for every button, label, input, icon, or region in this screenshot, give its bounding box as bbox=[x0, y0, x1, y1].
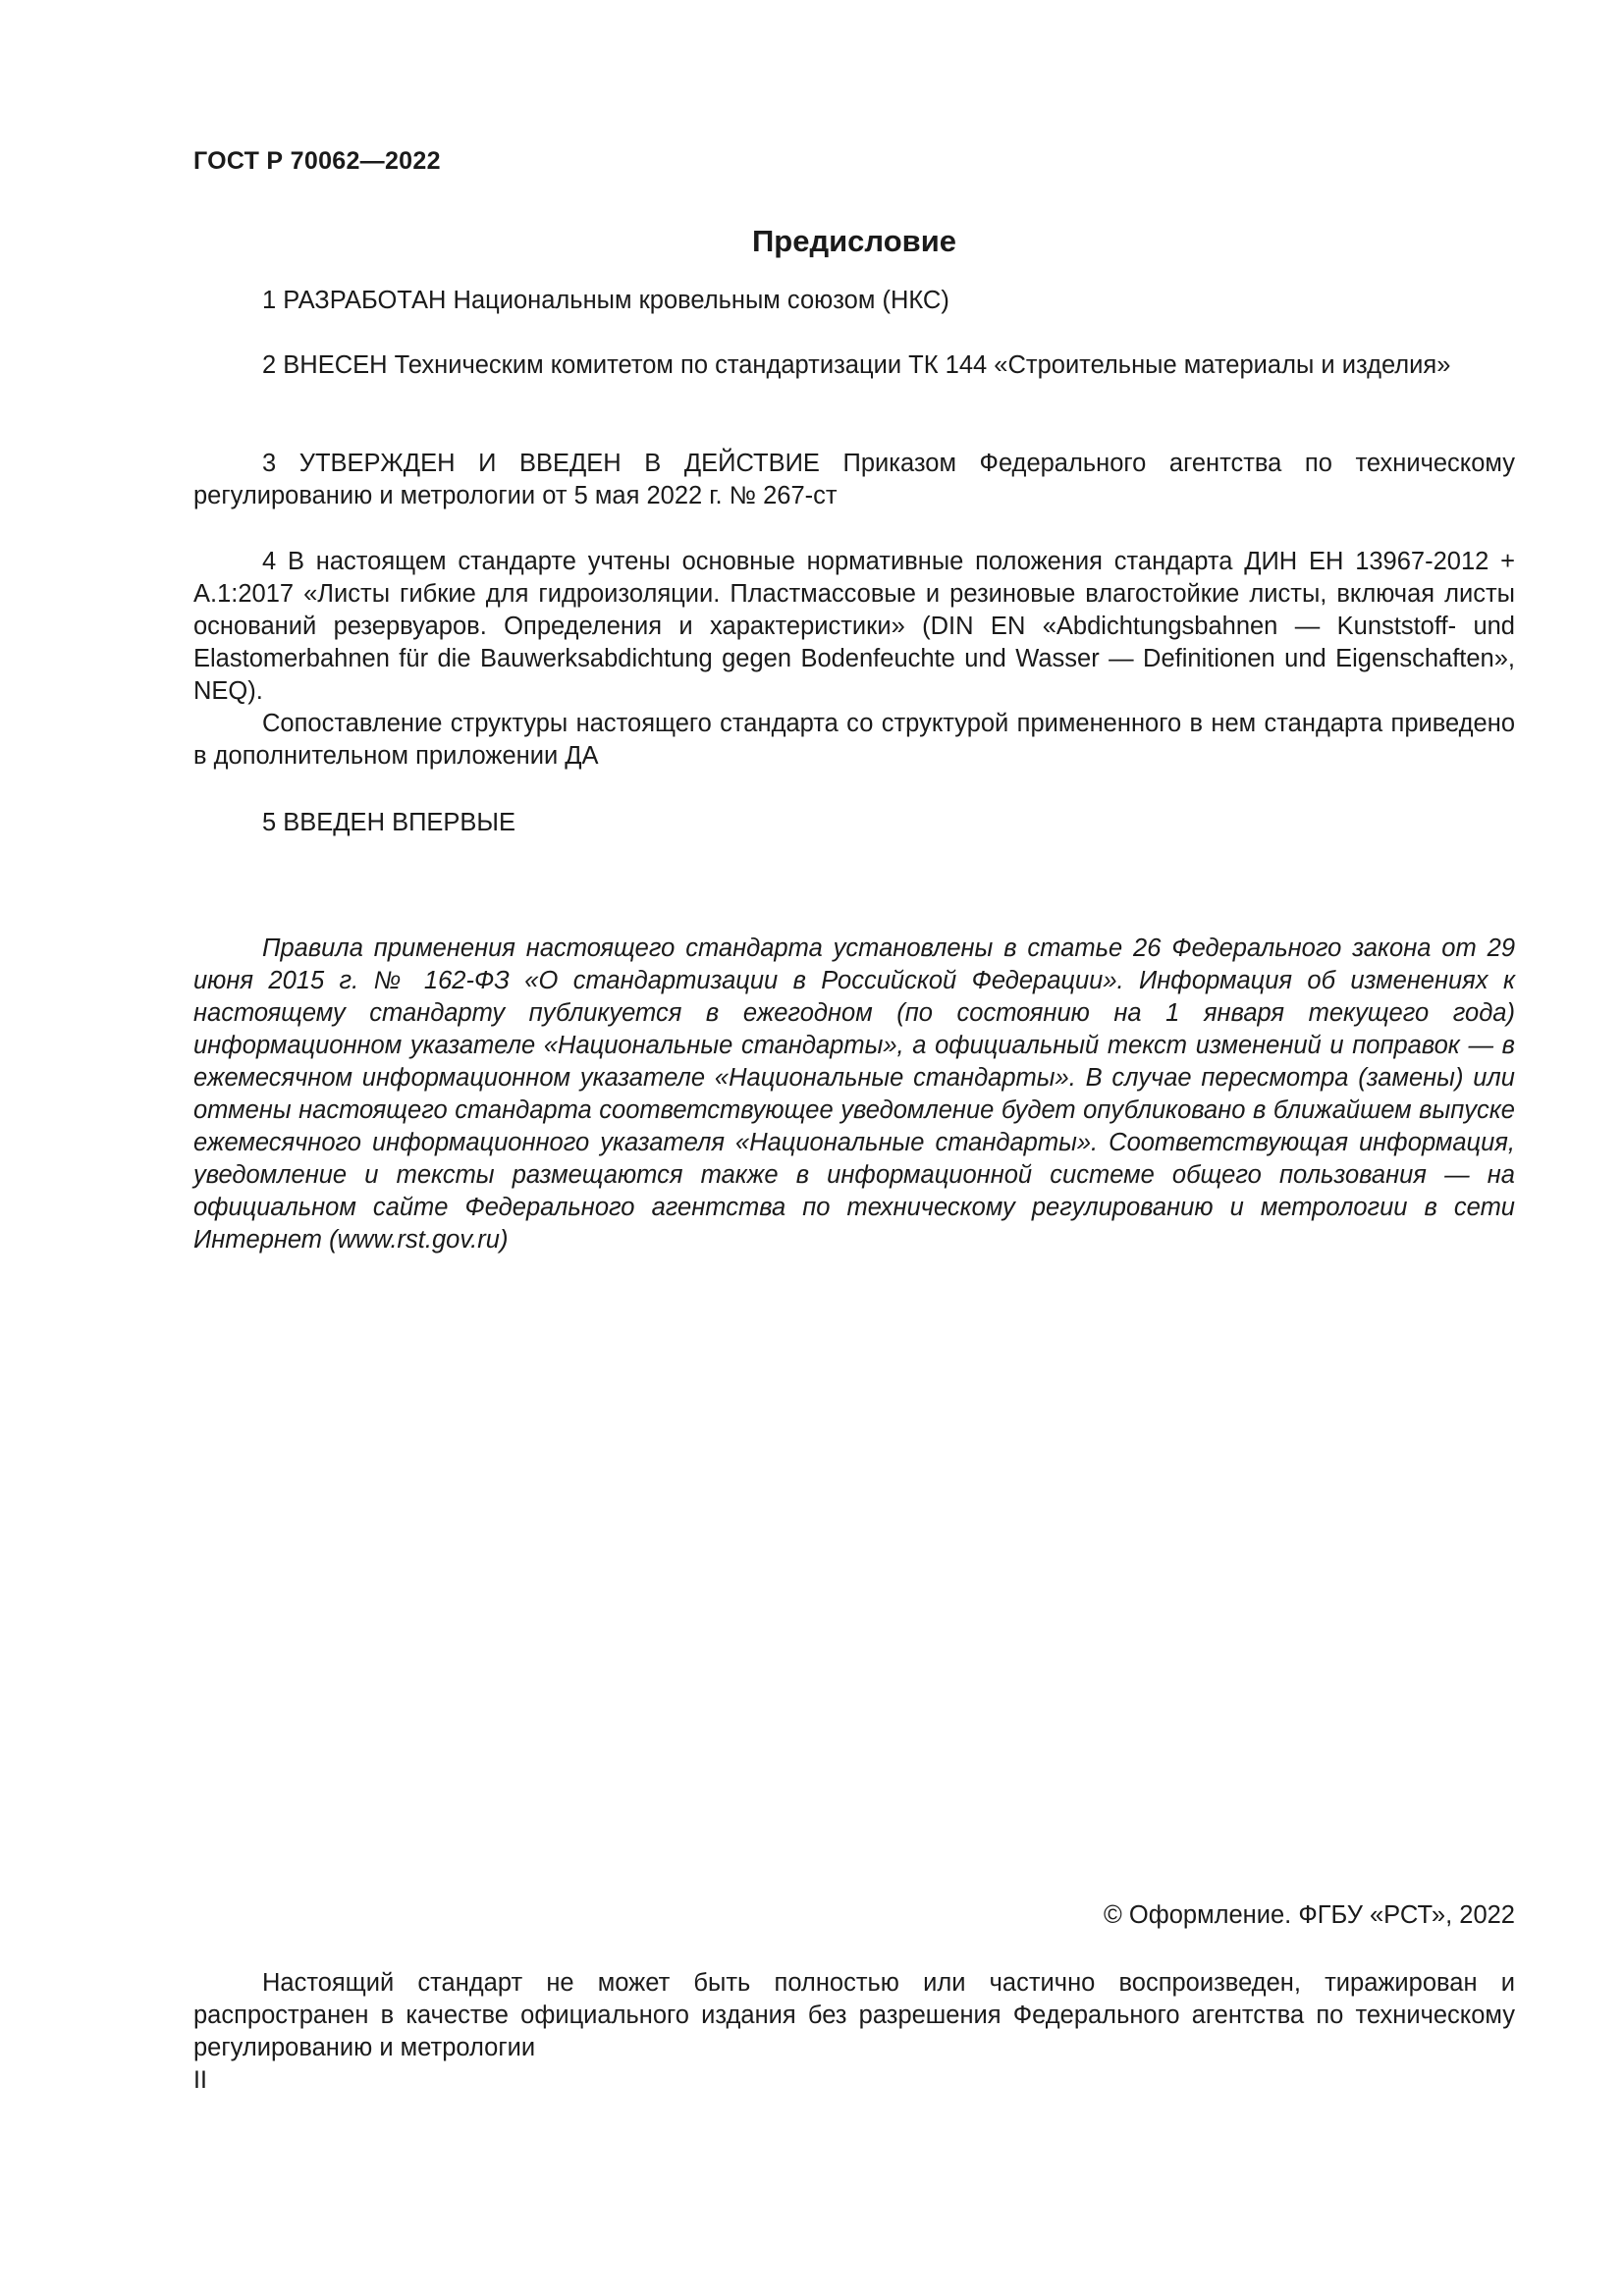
copyright-line: © Оформление. ФГБУ «РСТ», 2022 bbox=[1104, 1901, 1515, 1929]
foreword-item-4 bbox=[193, 546, 1515, 773]
page-number: II bbox=[193, 2066, 207, 2094]
page-title: Предисловие bbox=[751, 224, 956, 258]
foreword-item-5 bbox=[193, 807, 1515, 839]
reproduction-notice-text: Настоящий стандарт не может быть полностью или частично воспроизведен, тиражирован и распространен в качестве официального издания без разрешения Федерального агентства по техническому регулированию и метрологии bbox=[193, 1969, 1515, 2061]
foreword-item-1-text: 1 РАЗРАБОТАН Национальным кровельным союзом (НКС) bbox=[262, 287, 949, 314]
foreword-item-1 bbox=[193, 285, 1515, 317]
foreword-item-4-text: 4 В настоящем стандарте учтены основные нормативные положения стандарта ДИН ЕН 13967-2012 + А.1:2017 «Листы гибкие для гидроизоляции. Пластмассовые и резиновые влагостойкие листы, включая листы оснований резервуаров. Определения и характеристики» (DIN EN «Abdichtungsbahnen — Kunststoff- und Elastomerbahnen für die Bauwerksabdichtung gegen Bodenfeuchte und Wasser — Definitionen und Eigenschaften», NEQ). bbox=[193, 548, 1515, 705]
foreword-item-4-comparison: Сопоставление структуры настоящего стандарта со структурой примененного в нем стандарта приведено в дополнительном приложении ДА bbox=[193, 710, 1515, 770]
foreword-item-2-text: 2 ВНЕСЕН Техническим комитетом по стандартизации ТК 144 «Строительные материалы и изделия» bbox=[262, 351, 1451, 379]
foreword-item-3-text: 3 УТВЕРЖДЕН И ВВЕДЕН В ДЕЙСТВИЕ Приказом Федерального агентства по техническому регулированию и метрологии от 5 мая 2022 г. № 267-ст bbox=[193, 450, 1515, 509]
reproduction-notice bbox=[193, 1967, 1515, 2064]
rules-of-application bbox=[193, 933, 1515, 1256]
foreword-item-2 bbox=[193, 349, 1515, 382]
document-code: ГОСТ Р 70062—2022 bbox=[193, 147, 441, 175]
foreword-item-5-text: 5 ВВЕДЕН ВПЕРВЫЕ bbox=[262, 809, 516, 836]
foreword-item-3 bbox=[193, 448, 1515, 512]
rules-of-application-text: Правила применения настоящего стандарта установлены в статье 26 Федерального закона от 29 июня 2015 г. № 162-ФЗ «О стандартизации в Российской Федерации». Информация об изменениях к настоящему стандарту публикуется в ежегодном (по состоянию на 1 января текущего года) информационном указателе «Национальные стандарты», а официальный текст изменений и поправок — в ежемесячном информационном указателе «Национальные стандарты». В случае пересмотра (замены) или отмены настоящего стандарта соответствующее уведомление будет опубликовано в ближайшем выпуске ежемесячного информационного указателя «Национальные стандарты». Соответствующая информация, уведомление и тексты размещаются также в информационной системе общего пользования — на официальном сайте Федерального агентства по техническому регулированию и метрологии в сети Интернет (www.rst.gov.ru) bbox=[193, 934, 1515, 1254]
